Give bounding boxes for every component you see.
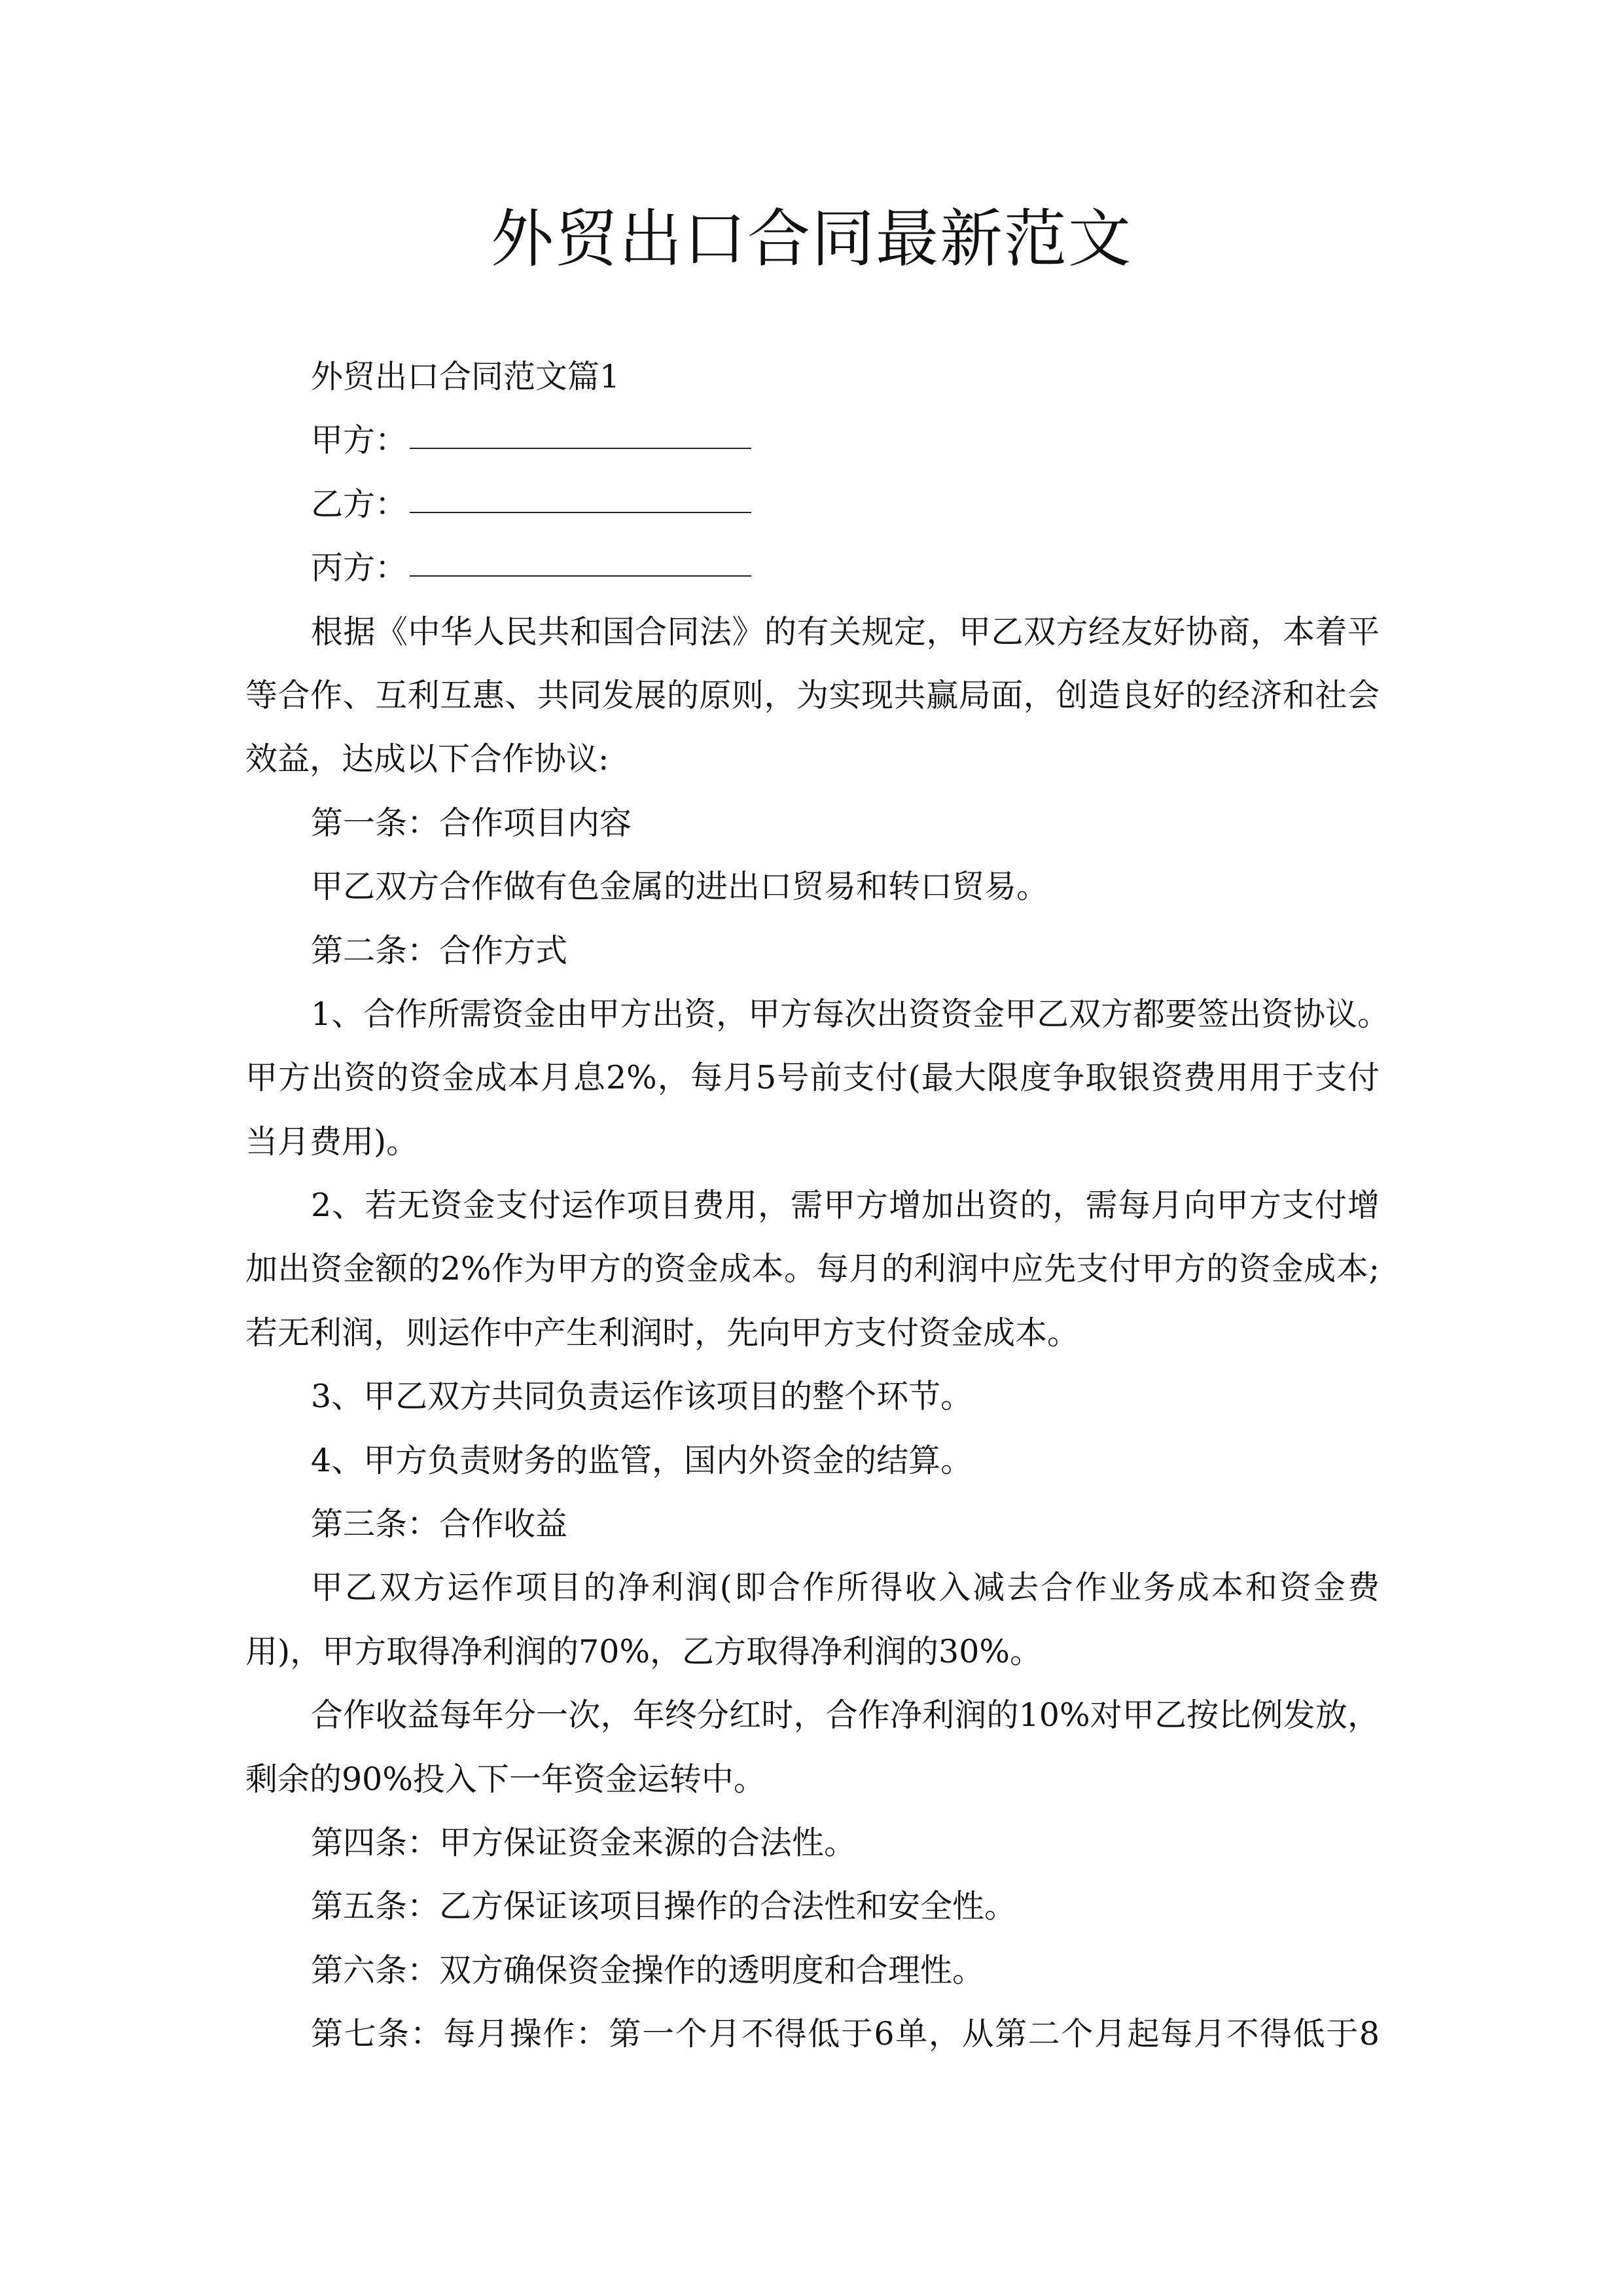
- paragraph-line: 1、合作所需资金由甲方出资，甲方每次出资资金甲乙双方都要签出资协议。: [311, 995, 1390, 1033]
- paragraph-line: 第六条：双方确保资金操作的透明度和合理性。: [311, 1951, 985, 1989]
- paragraph-line: 第二条：合作方式: [311, 931, 568, 969]
- paragraph-line: 第五条：乙方保证该项目操作的合法性和安全性。: [311, 1888, 1017, 1926]
- party-blank-line: [410, 536, 751, 577]
- party-label: 丙方：: [311, 549, 408, 587]
- party-blank-line: [410, 408, 751, 449]
- document-title: 外贸出口合同最新范文: [491, 202, 1132, 276]
- paragraph-line: 剩余的90%投入下一年资金运转中。: [245, 1760, 766, 1798]
- paragraph: [245, 791, 1380, 855]
- section-subtitle: 外贸出口合同范文篇1: [311, 358, 620, 395]
- paragraph-line: 甲乙双方合作做有色金属的进出口贸易和转口贸易。: [311, 868, 1049, 906]
- paragraph: [245, 1939, 1380, 2002]
- paragraph-line: 合作收益每年分一次，年终分红时，合作净利润的10%对甲乙按比例发放，: [311, 1696, 1380, 1734]
- paragraph-line: 等合作、互利互惠、共同发展的原则，为实现共赢局面，创造良好的经济和社会: [245, 676, 1380, 714]
- paragraph-line: 第一条：合作项目内容: [311, 804, 632, 842]
- paragraph-line: 若无利润，则运作中产生利润时，先向甲方支付资金成本。: [245, 1314, 1080, 1352]
- party-field: [245, 536, 1380, 600]
- party-blank-line: [410, 473, 751, 513]
- party-field: [245, 473, 1380, 536]
- paragraph-line: 4、甲方负责财务的监管，国内外资金的结算。: [311, 1441, 973, 1479]
- paragraph-line: 效益，达成以下合作协议:: [245, 740, 609, 778]
- paragraph-line: 2、若无资金支付运作项目费用，需甲方增加出资的，需每月向甲方支付增: [311, 1187, 1380, 1225]
- paragraph-line: 当月费用)。: [245, 1122, 419, 1160]
- paragraph-line: 甲方出资的资金成本月息2%，每月5号前支付(最大限度争取银资费用用于支付: [245, 1059, 1380, 1097]
- party-label: 乙方：: [311, 485, 408, 523]
- paragraph: [245, 1174, 1380, 1365]
- paragraph-line: 3、甲乙双方共同负责运作该项目的整个环节。: [311, 1378, 973, 1416]
- paragraph-line: 第七条：每月操作：第一个月不得低于6单，从第二个月起每月不得低于8: [311, 2015, 1380, 2053]
- paragraph-line: 甲乙双方运作项目的净利润(即合作所得收入减去合作业务成本和资金费: [311, 1569, 1380, 1607]
- paragraph: [245, 600, 1380, 791]
- paragraph: [245, 919, 1380, 982]
- paragraph: [245, 1365, 1380, 1428]
- paragraph-line: 根据《中华人民共和国合同法》的有关规定，甲乙双方经友好协商，本着平: [311, 613, 1380, 651]
- paragraph: [245, 982, 1390, 1174]
- paragraph-line: 加出资金额的2%作为甲方的资金成本。每月的利润中应先支付甲方的资金成本;: [245, 1250, 1380, 1288]
- paragraph: [245, 1556, 1380, 1683]
- paragraph: [245, 2002, 1380, 2066]
- paragraph: [245, 1429, 1380, 1492]
- document-body: [245, 345, 1390, 2066]
- paragraph: [245, 855, 1380, 918]
- paragraph: [245, 1492, 1380, 1556]
- paragraph-line: 第四条：甲方保证资金来源的合法性。: [311, 1823, 857, 1861]
- party-field: [245, 408, 1380, 472]
- party-label: 甲方：: [311, 422, 408, 459]
- paragraph: [245, 1811, 1380, 1874]
- paragraph-line: 用)，甲方取得净利润的70%，乙方取得净利润的30%。: [245, 1632, 1042, 1670]
- paragraph-line: 第三条：合作收益: [311, 1505, 568, 1543]
- paragraph: [245, 1874, 1380, 1938]
- paragraph: [245, 1683, 1380, 1811]
